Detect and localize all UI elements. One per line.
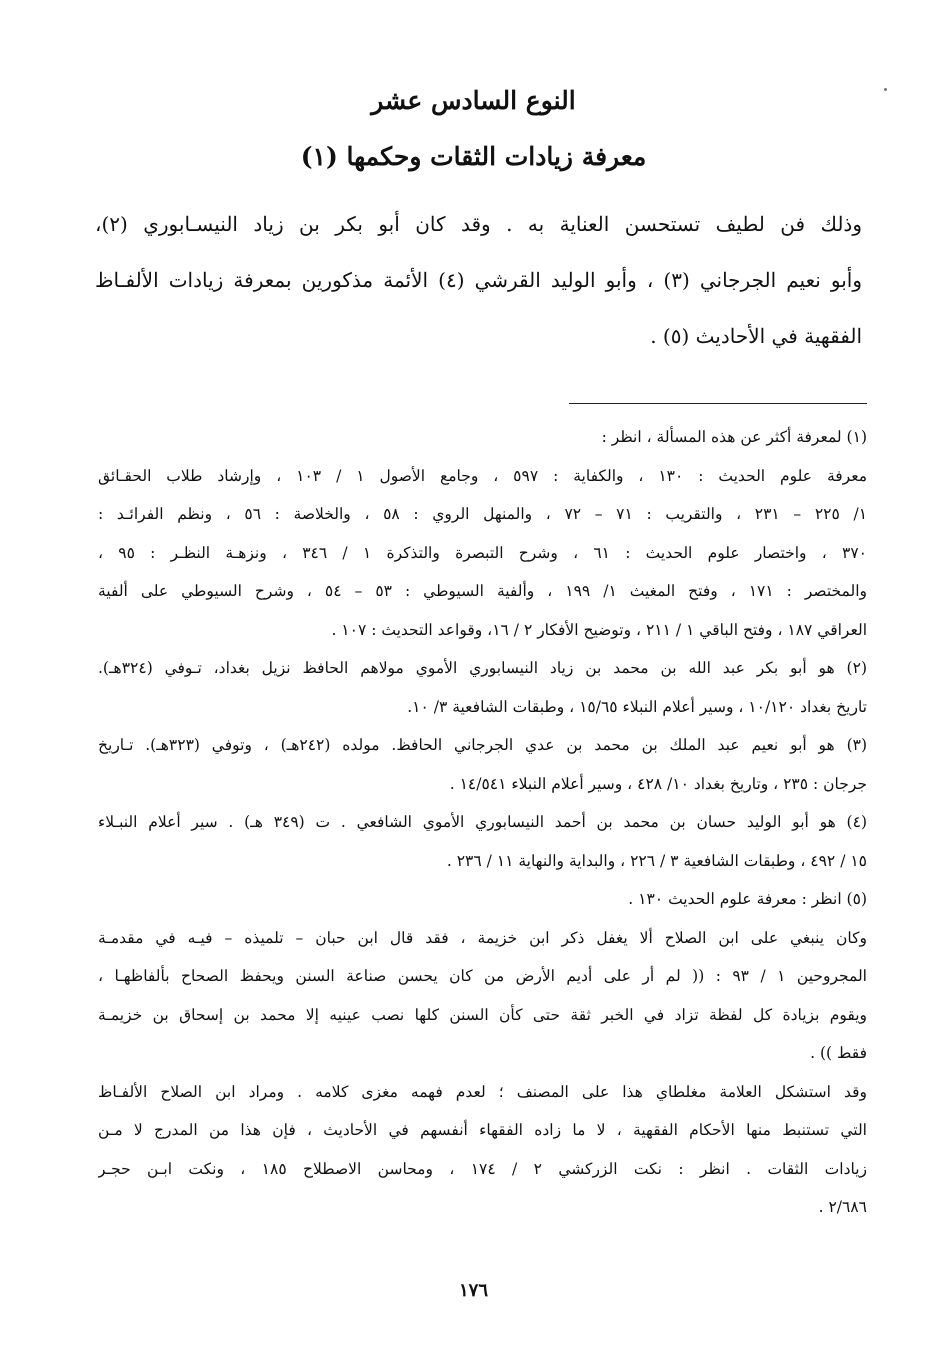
footnote-line: وكان ينبغي على ابن الصلاح ألا يغفل ذكر ابن خزيمة ، فقد قال ابن حبان – تلميذه – فيـه في مقدمـة: [98, 928, 867, 947]
footnote-line: زيادات الثقات . انظر : نكت الزركشي ٢ / ١٧٤ ، ومحاسن الاصطلاح ١٨٥ ، ونكت ابـن حجـر: [98, 1159, 867, 1178]
footnotes: [98, 418, 867, 1227]
footnote-line: التي تستنبط منها الأحكام الفقهية ، لا ما زاده الفقهاء أنفسهم في الأحاديث ، فإن هذا من المدرج لا مـن: [98, 1121, 867, 1139]
footnote-line: جرجان : ٢٣٥ ، وتاريخ بغداد ١٠/ ٤٢٨ ، وسير أعلام النبلاء ١٤/٥٤١ .: [449, 774, 867, 793]
footnote-line: ١٥ / ٤٩٢ ، وطبقات الشافعية ٣ / ٢٢٦ ، والبداية والنهاية ١١ / ٢٣٦ .: [446, 851, 867, 870]
footnote-line: العراقي ١٨٧ ، وفتح الباقي ١ / ٢١١ ، وتوضيح الأفكار ٢ / ١٦، وقواعد التحديث : ١٠٧ .: [331, 620, 867, 639]
footnote-line: والمختصر : ١٧١ ، وفتح المغيث ١/ ١٩٩ ، وألفية السيوطي : ٥٣ – ٥٤ ، وشرح السيوطي على ألفية: [98, 582, 867, 600]
footnote-line: ١/ ٢٢٥ – ٢٣١ ، والتقريب : ٧١ – ٧٢ ، والمنهل الروي : ٥٨ ، والخلاصة : ٥٦ ، ونظم الفرائـد :: [98, 505, 867, 523]
footnote-line: (٣) هو أبو نعيم عبد الملك بن محمد بن عدي الجرجاني الحافظ. مولده (٢٤٢هـ) ، وتوفي (٣٢٣هـ). تـاريخ: [98, 736, 867, 754]
main-text-line: وذلك فن لطيف تستحسن العناية به . وقد كان أبو بكر بن زياد النيسـابوري (٢)،: [95, 212, 862, 236]
footnote-line: تاريخ بغداد ١٠/١٢٠ ، وسير أعلام النبلاء ١٥/٦٥ ، وطبقات الشافعية ٣/ ١٠.: [407, 697, 867, 716]
footnote-separator: [569, 403, 867, 404]
footnote-line: وقد استشكل العلامة مغلطاي هذا على المصنف ؛ لعدم فهمه مغزى كلامه . ومراد ابن الصلاح الألفـاظ: [98, 1082, 867, 1101]
footnote-line: (٢) هو أبو بكر عبد الله بن محمد بن زياد النيسابوري الأموي مولاهم الحافظ نزيل بغداد، تـوفي (٣٢٤هـ).: [98, 659, 867, 677]
chapter-title: النوع السادس عشر: [371, 86, 576, 115]
footnote-line: ٢/٦٨٦ .: [818, 1198, 867, 1216]
chapter-subtitle: معرفة زيادات الثقات وحكمها (١): [300, 142, 647, 171]
main-text-line: وأبو نعيم الجرجاني (٣) ، وأبو الوليد القرشي (٤) الأئمة مذكورين بمعرفة زيادات الألفـاظ: [95, 268, 862, 292]
main-text-line: الفقهية في الأحاديث (٥) .: [650, 324, 862, 348]
footnote-line: فقط )) .: [810, 1044, 867, 1062]
main-text: [95, 196, 862, 364]
footnote-line: (٥) انظر : معرفة علوم الحديث ١٣٠ .: [628, 890, 867, 908]
footnote-line: المجروحين ١ / ٩٣ : (( لم أر على أديم الأرض من كان يحسن صناعة السنن ويحفظ الصحاح بألفاظهـا ،: [98, 967, 867, 985]
footnote-line: (١) لمعرفة أكثر عن هذه المسألة ، انظر :: [601, 428, 867, 446]
footnote-line: معرفة علوم الحديث : ١٣٠ ، والكفاية : ٥٩٧ ، وجامع الأصول ١ / ١٠٣ ، وإرشاد طلاب الحقـائق: [98, 466, 867, 485]
stray-mark: [884, 88, 887, 91]
footnote-line: (٤) هو أبو الوليد حسان بن محمد بن أحمد النيسابوري الأموي الشافعي . ت (٣٤٩ هـ) . سير أعلام النبـلاء: [98, 813, 867, 831]
footnote-line: ويقوم بزيادة كل لفظة تزاد في الخبر ثقة حتى كأن السنن كلها نصب عينيه إلا محمد بن إسحاق بن خزيمـة: [98, 1005, 867, 1024]
page-number: ١٧٦: [458, 1280, 488, 1301]
footnote-line: ٣٧٠ ، واختصار علوم الحديث : ٦١ ، وشرح التبصرة والتذكرة ١ / ٣٤٦ ، ونزهـة النظـر : ٩٥ ،: [98, 543, 867, 562]
